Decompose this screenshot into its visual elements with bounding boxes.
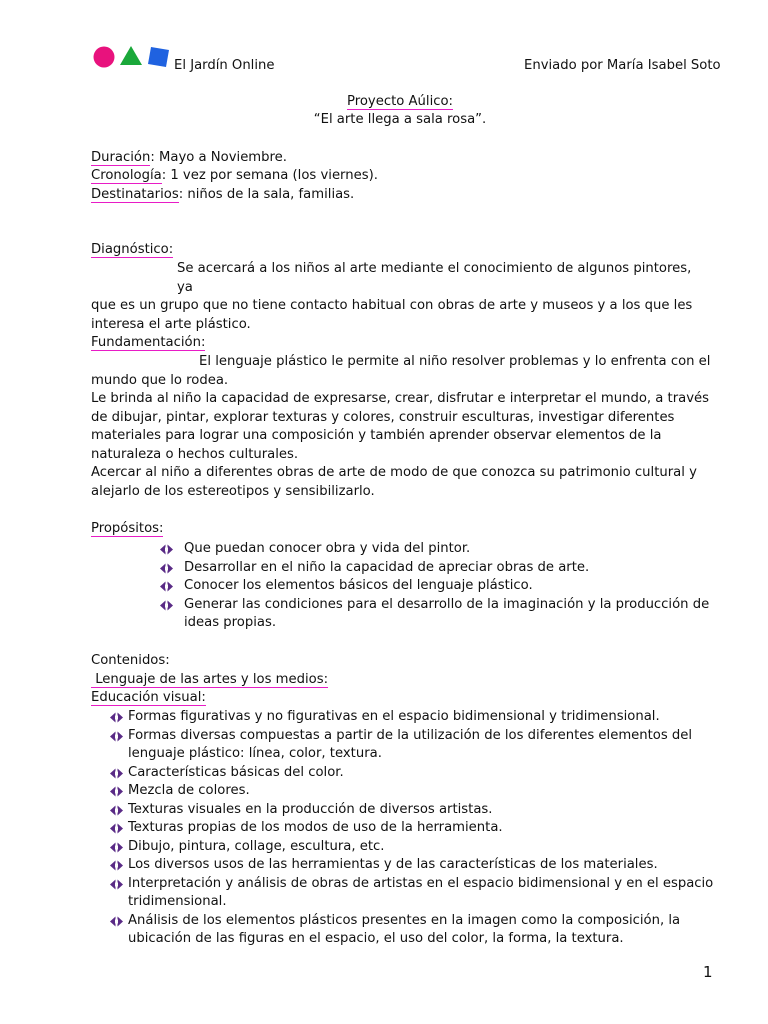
list-item xyxy=(110,875,720,912)
page-number: 1 xyxy=(703,963,713,981)
logo-circle-icon xyxy=(94,47,115,68)
list-item-text: tridimensional. xyxy=(128,894,227,909)
logo-square-icon xyxy=(148,47,169,67)
fundamentacion-text xyxy=(91,353,711,501)
bullet-arrow-icon xyxy=(110,879,123,890)
logo-triangle-icon xyxy=(120,46,142,65)
list-item xyxy=(110,782,720,801)
bullet-arrow-icon xyxy=(160,563,173,574)
list-item-text: Que puedan conocer obra y vida del pintor. xyxy=(184,541,471,556)
list-item xyxy=(110,727,720,764)
educacion-visual-heading-row xyxy=(91,689,711,708)
list-item-text: Características básicas del color. xyxy=(128,764,344,780)
list-item xyxy=(110,708,720,727)
list-item xyxy=(110,912,720,949)
bullet-arrow-icon xyxy=(110,712,123,723)
bullet-arrow-icon xyxy=(110,805,123,816)
text-line: Le brinda al niño la capacidad de expresarse, crear, disfrutar e interpretar el mundo, a través xyxy=(91,391,710,406)
destinatarios-line xyxy=(91,186,711,205)
educacion-visual-heading: Educación visual: xyxy=(91,690,206,705)
fundamentacion-heading-row xyxy=(91,334,711,353)
diagnostico-heading-row xyxy=(91,241,711,260)
text-line: mundo que lo rodea. xyxy=(91,372,229,388)
cronologia-line xyxy=(91,167,711,186)
list-item-text: Conocer los elementos básicos del lenguaje plástico. xyxy=(184,578,533,593)
text-line: de dibujar, pintar, explorar texturas y colores, construir esculturas, investigar diferentes xyxy=(91,409,675,425)
destinatarios-label: Destinatarios xyxy=(91,187,179,202)
text-line: El lenguaje plástico le permite al niño resolver problemas y lo enfrenta con el xyxy=(199,354,711,369)
title-line-2: “El arte llega a sala rosa”. xyxy=(313,112,487,127)
list-item-text: Dibujo, pintura, collage, escultura, etc. xyxy=(128,838,385,854)
text-line: Acercar al niño a diferentes obras de arte de modo de que conozca su patrimonio cultural y xyxy=(91,465,697,480)
bullet-arrow-icon xyxy=(110,842,123,853)
duracion-value: : Mayo a Noviembre. xyxy=(150,150,287,165)
list-item-text: Generar las condiciones para el desarrollo de la imaginación y la producción de xyxy=(184,596,710,612)
text-line: materiales para lograr una composición y también aprender observar elementos de la xyxy=(91,428,662,443)
fundamentacion-heading: Fundamentación: xyxy=(91,335,206,350)
cronologia-value: : 1 vez por semana (los viernes). xyxy=(161,168,378,183)
bullet-arrow-icon xyxy=(160,581,173,592)
header-site-name: El Jardín Online xyxy=(174,58,275,73)
text-line: naturaleza o hechos culturales. xyxy=(91,446,299,462)
propositos-list xyxy=(160,540,720,633)
list-item-text: Texturas propias de los modos de uso de la herramienta. xyxy=(128,820,503,835)
text-line: Se acercará a los niños al arte mediante el conocimiento de algunos pintores, ya xyxy=(177,261,692,295)
text-line: interesa el arte plástico. xyxy=(91,316,251,332)
list-item-text: Mezcla de colores. xyxy=(128,783,250,798)
list-item xyxy=(110,801,720,820)
cronologia-label: Cronología xyxy=(91,168,162,183)
list-item xyxy=(160,596,720,633)
list-item-text: Desarrollar en el niño la capacidad de apreciar obras de arte. xyxy=(184,559,590,575)
bullet-arrow-icon xyxy=(160,544,173,555)
header-author: Enviado por María Isabel Soto xyxy=(524,58,721,73)
site-logo xyxy=(93,45,173,69)
list-item-text: lenguaje plástico: línea, color, textura. xyxy=(128,746,382,761)
list-item-text: ideas propias. xyxy=(184,615,277,630)
text-line: que es un grupo que no tiene contacto habitual con obras de arte y museos y a los que les xyxy=(91,298,693,313)
contenidos-list xyxy=(110,708,720,949)
duracion-label: Duración xyxy=(91,150,151,165)
list-item xyxy=(110,856,720,875)
bullet-arrow-icon xyxy=(110,768,123,779)
duracion-line xyxy=(91,149,711,168)
contenidos-subheading-row xyxy=(91,671,711,690)
list-item-text: Análisis de los elementos plásticos presentes en la imagen como la composición, la xyxy=(128,912,681,928)
propositos-heading-row xyxy=(91,520,711,539)
project-title: Proyecto Aúlico: xyxy=(347,94,453,109)
diagnostico-text xyxy=(91,260,711,334)
list-item xyxy=(110,838,720,857)
list-item-text: Interpretación y análisis de obras de artistas en el espacio bidimensional y en el espacio xyxy=(128,875,714,891)
propositos-heading: Propósitos: xyxy=(91,521,164,536)
destinatarios-value: : niños de la sala, familias. xyxy=(178,187,355,202)
contenidos-heading: Contenidos: xyxy=(91,653,170,668)
bullet-arrow-icon xyxy=(110,916,123,927)
list-item-text: Los diversos usos de las herramientas y de las características de los materiales. xyxy=(128,857,658,872)
text-line: alejarlo de los estereotipos y sensibilizarlo. xyxy=(91,483,375,499)
bullet-arrow-icon xyxy=(110,860,123,871)
bullet-arrow-icon xyxy=(110,731,123,742)
bullet-arrow-icon xyxy=(110,823,123,834)
list-item xyxy=(110,764,720,783)
title-line-1 xyxy=(0,93,768,112)
bullet-arrow-icon xyxy=(110,786,123,797)
bullet-arrow-icon xyxy=(160,600,173,611)
list-item-text: Formas figurativas y no figurativas en el espacio bidimensional y tridimensional. xyxy=(128,709,660,724)
list-item xyxy=(110,819,720,838)
list-item xyxy=(160,577,720,596)
list-item xyxy=(160,559,720,578)
list-item-text: ubicación de las figuras en el espacio, el uso del color, la forma, la textura. xyxy=(128,931,624,946)
list-item xyxy=(160,540,720,559)
diagnostico-heading: Diagnóstico: xyxy=(91,242,174,257)
contenidos-subheading: Lenguaje de las artes y los medios: xyxy=(91,672,329,687)
list-item-text: Texturas visuales en la producción de diversos artistas. xyxy=(128,801,493,817)
list-item-text: Formas diversas compuestas a partir de la utilización de los diferentes elementos del xyxy=(128,727,693,743)
